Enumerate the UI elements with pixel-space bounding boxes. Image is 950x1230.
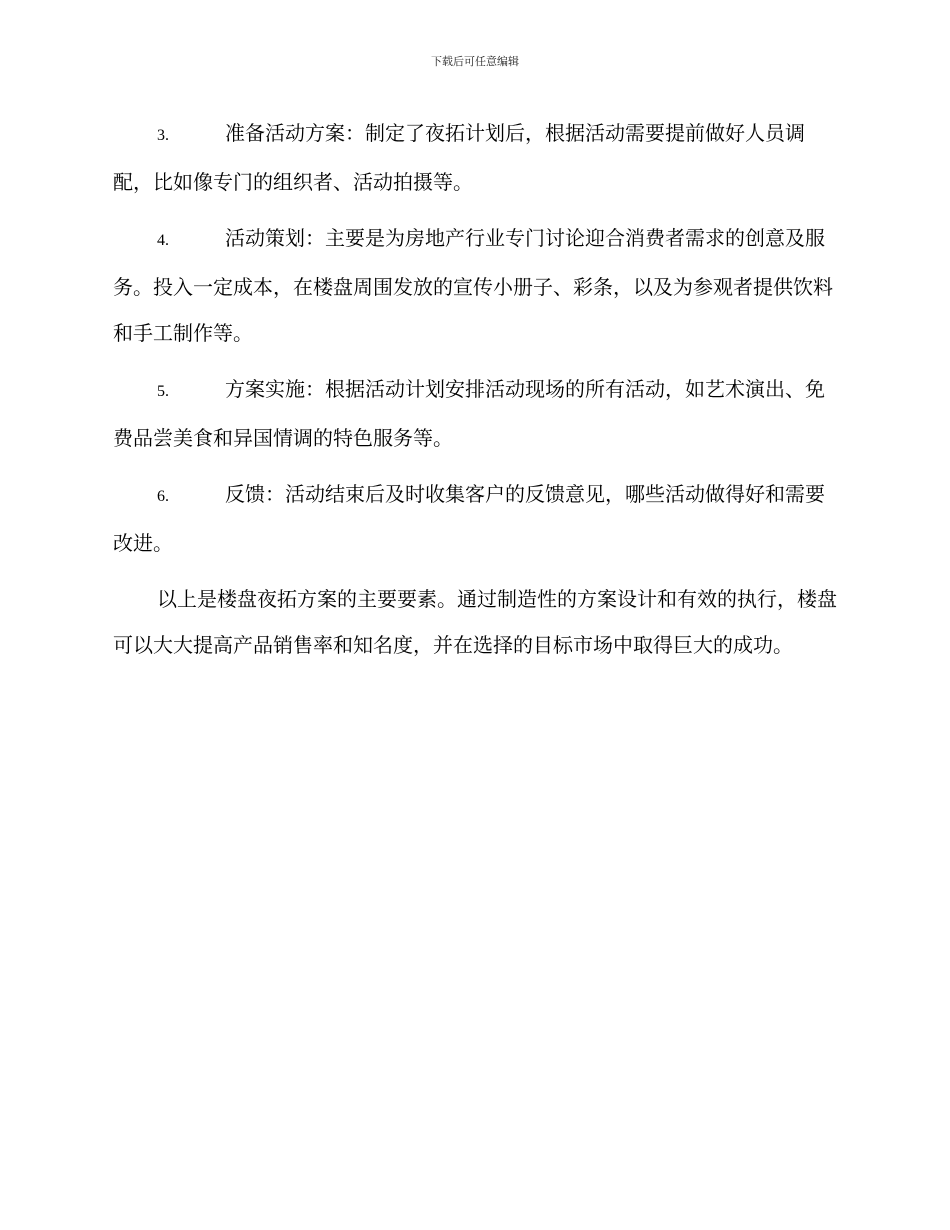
list-item-3 bbox=[113, 110, 837, 205]
list-text: 准备活动方案：制定了夜拓计划后，根据活动需要提前做好人员调配，比如像专门的组织者、活动拍摄等。 bbox=[113, 121, 805, 194]
list-text: 反馈：活动结束后及时收集客户的反馈意见，哪些活动做得好和需要改进。 bbox=[113, 482, 825, 555]
list-item-5 bbox=[113, 366, 837, 461]
list-number: 3. bbox=[157, 127, 169, 144]
list-item-4 bbox=[113, 215, 837, 356]
document-body bbox=[113, 110, 837, 668]
summary-paragraph: 以上是楼盘夜拓方案的主要要素。通过制造性的方案设计和有效的执行，楼盘可以大大提高产品销售率和知名度，并在选择的目标市场中取得巨大的成功。 bbox=[113, 587, 837, 657]
page-header: 下载后可任意编辑 bbox=[431, 55, 519, 68]
list-number: 5. bbox=[157, 383, 169, 400]
list-item-6 bbox=[113, 471, 837, 566]
list-text: 方案实施：根据活动计划安排活动现场的所有活动，如艺术演出、免费品尝美食和异国情调的特色服务等。 bbox=[113, 377, 825, 450]
list-number: 4. bbox=[157, 232, 169, 249]
list-number: 6. bbox=[157, 488, 169, 505]
list-text: 活动策划：主要是为房地产行业专门讨论迎合消费者需求的创意及服务。投入一定成本，在楼盘周围发放的宣传小册子、彩条，以及为参观者提供饮料和手工制作等。 bbox=[113, 226, 833, 345]
